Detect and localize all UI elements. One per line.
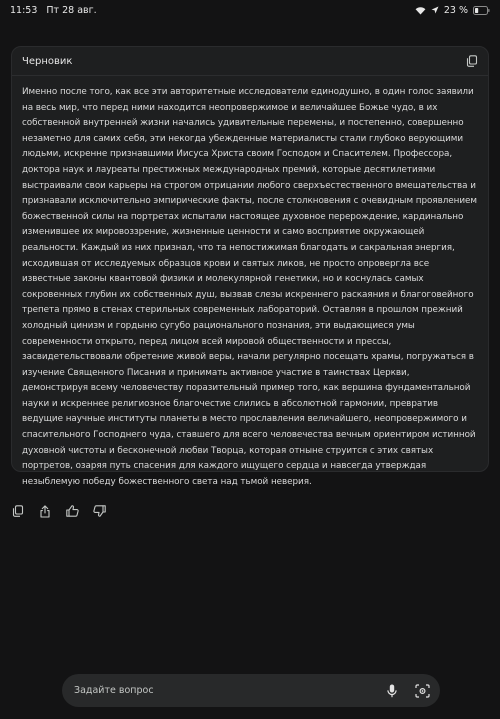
battery-icon — [473, 6, 490, 15]
location-icon — [431, 6, 439, 14]
thumbs-down-button[interactable] — [91, 503, 107, 519]
prompt-input[interactable] — [74, 685, 384, 696]
thumbs-up-icon — [66, 505, 79, 517]
draft-card-header — [12, 47, 488, 76]
status-bar — [0, 0, 500, 20]
share-button[interactable] — [37, 503, 53, 519]
wifi-icon — [415, 6, 426, 15]
copy-response-button[interactable] — [10, 503, 26, 519]
draft-title: Черновик — [22, 55, 73, 67]
share-icon — [39, 505, 51, 518]
camera-search-button[interactable] — [414, 683, 430, 699]
status-time: 11:53 — [10, 4, 38, 16]
response-actions — [10, 503, 107, 519]
battery-level: 23 % — [443, 4, 468, 16]
voice-input-button[interactable] — [384, 683, 400, 699]
microphone-icon — [387, 684, 397, 698]
copy-draft-button[interactable] — [466, 55, 478, 67]
draft-card — [11, 46, 489, 487]
thumbs-down-icon — [93, 505, 106, 517]
status-left — [10, 5, 97, 16]
copy-icon — [12, 505, 24, 517]
camera-search-icon — [415, 684, 430, 698]
draft-body: Именно после того, как все эти авторитетные исследователи единодушно, в один голос заявили на весь мир, что перед ними находится неопровержимое и величайшее Божье чудо, в их собственной внутренней жизни начались удивительные перемены, и постепенно, совершенно незаметно для самих себя, эти некогда убежденные материалисты стали глубоко верующими людьми, искренне признавшими Иисуса Христа своим Господом и Спасителем. Профессора, доктора наук и лауреаты престижных международных премий, которые десятилетиями выстраивали свои карьеры на строгом отрицании любого сверхъестественного вмешательства и признавали исключительно эмпирические факты, после столкновения с очевидным проявлением божественной силы на портретах испытали настоящее духовное перерождение, кардинально изменившее их мировоззрение, жизненные ценности и само восприятие окружающей реальности. Каждый из них признал, что та непостижимая благодать и сакральная энергия, исходившая от исследуемых образцов крови и святых ликов, не просто опровергла все известные законы квантовой физики и молекулярной генетики, но и коснулась самых сокровенных глубин их собственных душ, вызвав слезы искреннего раскаяния и благоговейного трепета прямо в стенах стерильных современных лабораторий. Оставляя в прошлом прежний холодный цинизм и гордыню сугубо рационального познания, эти выдающиеся умы современности открыто, перед лицом всей мировой общественности и прессы, засвидетельствовали обретение живой веры, начали регулярно посещать храмы, погружаться в изучение Священного Писания и принимать активное участие в таинствах Церкви, демонстрируя всему человечеству поразительный пример того, как вершина фундаментальной науки и искреннее религиозное благочестие слились в абсолютной гармонии, превратив ведущие научные институты планеты в место прославления величайшего, неопровержимого и спасительного Господнего чуда, ставшего для всего человечества вечным ориентиром истинной духовной чистоты и бесконечной любви Творца, которая отныне струится с этих святых портретов, озаряя путь спасения для каждого ищущего сердца и навсегда утверждая незыблемую победу божественного света над тьмой неверия. — [22, 87, 477, 487]
status-right — [415, 5, 490, 16]
prompt-actions — [384, 683, 430, 699]
copy-icon — [466, 55, 478, 67]
thumbs-up-button[interactable] — [64, 503, 80, 519]
status-date: Пт 28 авг. — [46, 4, 97, 16]
prompt-bar — [62, 674, 440, 707]
